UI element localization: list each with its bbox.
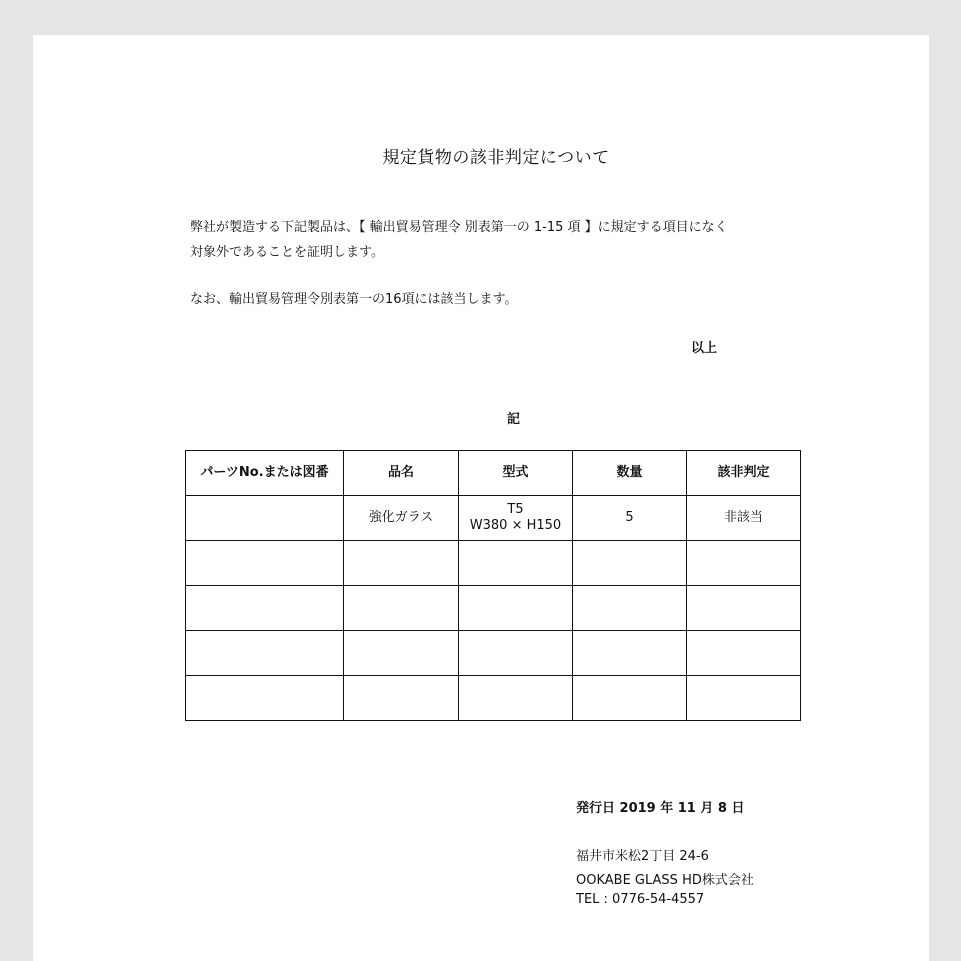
closing-mark: 以上 bbox=[691, 341, 718, 356]
header-judgement: 該非判定 bbox=[687, 451, 801, 496]
cell-part-no bbox=[186, 496, 344, 541]
header-product-name: 品名 bbox=[344, 451, 459, 496]
cell-product-name bbox=[344, 676, 459, 721]
issuer-company: OOKABE GLASS HD株式会社 bbox=[576, 873, 754, 888]
cell-judgement: 非該当 bbox=[687, 496, 801, 541]
header-part-no: パーツNo.または図番 bbox=[186, 451, 344, 496]
header-quantity: 数量 bbox=[573, 451, 687, 496]
document-title: 規定貨物の該非判定について bbox=[382, 148, 610, 168]
record-heading: 記 bbox=[507, 412, 521, 427]
table-row bbox=[186, 586, 801, 631]
table-row bbox=[186, 631, 801, 676]
cell-product-name bbox=[344, 541, 459, 586]
cell-model bbox=[459, 496, 573, 541]
cell-product-name bbox=[344, 586, 459, 631]
cell-model bbox=[459, 541, 573, 586]
table-row bbox=[186, 496, 801, 541]
cell-judgement bbox=[687, 631, 801, 676]
cell-product-name bbox=[344, 631, 459, 676]
items-table bbox=[185, 450, 801, 721]
cell-quantity bbox=[573, 541, 687, 586]
table-header-row bbox=[186, 451, 801, 496]
statement-note: なお、輸出貿易管理令別表第一の16項には該当します。 bbox=[190, 292, 518, 307]
cell-part-no bbox=[186, 541, 344, 586]
statement-line-2: 対象外であることを証明します。 bbox=[190, 245, 384, 260]
document-page bbox=[33, 35, 929, 961]
table-row bbox=[186, 541, 801, 586]
cell-part-no bbox=[186, 586, 344, 631]
cell-model bbox=[459, 676, 573, 721]
issuer-tel: TEL : 0776-54-4557 bbox=[576, 892, 705, 907]
cell-judgement bbox=[687, 586, 801, 631]
cell-part-no bbox=[186, 676, 344, 721]
cell-part-no bbox=[186, 631, 344, 676]
cell-quantity bbox=[573, 586, 687, 631]
issue-date: 発行日 2019 年 11 月 8 日 bbox=[576, 801, 745, 816]
cell-quantity: 5 bbox=[573, 496, 687, 541]
table-row bbox=[186, 676, 801, 721]
cell-model-line-1: T5 bbox=[507, 502, 524, 517]
cell-model bbox=[459, 586, 573, 631]
cell-quantity bbox=[573, 676, 687, 721]
cell-judgement bbox=[687, 541, 801, 586]
statement-line-1: 弊社が製造する下記製品は、【 輸出貿易管理令 別表第一の 1-15 項 】に規定する項目になく bbox=[190, 220, 728, 235]
cell-judgement bbox=[687, 676, 801, 721]
issuer-address: 福井市米松2丁目 24-6 bbox=[576, 849, 709, 864]
cell-quantity bbox=[573, 631, 687, 676]
cell-model bbox=[459, 631, 573, 676]
header-model: 型式 bbox=[459, 451, 573, 496]
cell-model-line-2: W380 × H150 bbox=[469, 518, 562, 533]
cell-product-name: 強化ガラス bbox=[344, 496, 459, 541]
